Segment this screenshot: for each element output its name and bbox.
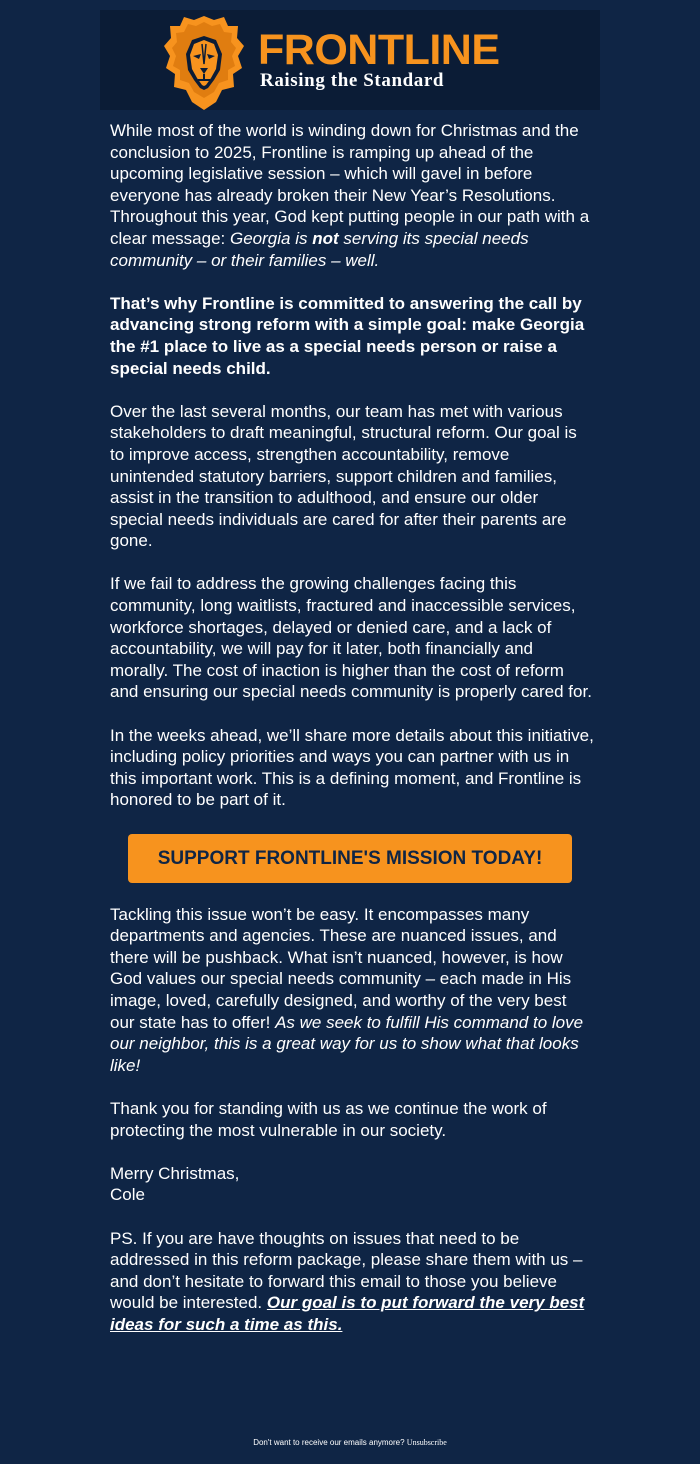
paragraph-ps: PS. If you are have thoughts on issues that need to be addressed in this reform package, please share them with us – and don’t hesitate to forward this email to those you believe would be interested. Our goal is to put forward the very best ideas for such a time as this.: [110, 1228, 585, 1334]
paragraph-thanks: Thank you for standing with us as we continue the work of protecting the most vulnerable in our society.: [110, 1098, 547, 1140]
header-banner: [100, 10, 600, 110]
paragraph-challenges: If we fail to address the growing challenges facing this community, long waitlists, fractured and inaccessible services, workforce shortages, delayed or denied care, and a lack of accountability, we will pay for it later, both financially and morally. The cost of inaction is higher than the cost of reform and ensuring our special needs community is properly cared for.: [110, 574, 592, 702]
ps-goal-link[interactable]: Our goal is to put forward the very best ideas for such a time as this.: [110, 1293, 585, 1334]
support-mission-button[interactable]: SUPPORT FRONTLINE'S MISSION TODAY!: [128, 834, 572, 883]
cta-container: [110, 833, 594, 883]
paragraph-tackling: Tackling this issue won’t be easy. It encompasses many departments and agencies. These are nuanced issues, and there will be pushback. What isn’t nuanced, however, is how God values our special needs community – each made in His image, loved, carefully designed, and worthy of the very best our state has to offer! As we seek to fulfill His command to love our neighbor, this is a great way for us to show what that looks like!: [110, 904, 584, 1075]
signoff: Merry Christmas, Cole: [110, 1163, 240, 1205]
email-body: [110, 120, 594, 1357]
paragraph-stakeholders: Over the last several months, our team has met with various stakeholders to draft meaningful, structural reform. Our goal is to improve access, strengthen accountability, remove unintended statutory barriers, support children and families, assist in the transition to adulthood, and ensure our older special needs individuals are cared for after their parents are gone.: [110, 401, 577, 551]
paragraph-intro: While most of the world is winding down for Christmas and the conclusion to 2025, Frontline is ramping up ahead of the upcoming legislative session – which will gavel in before everyone has already broken their New Year’s Resolutions. Throughout this year, God kept putting people in our path with a clear message: Georgia is not serving its special needs community – or their families – well.: [110, 121, 590, 270]
unsubscribe-link[interactable]: Unsubscribe: [406, 1438, 447, 1447]
brand-tagline: Raising the Standard: [260, 70, 445, 91]
paragraph-commitment: That’s why Frontline is committed to answering the call by advancing strong reform with a simple goal: make Georgia the #1 place to live as a special needs person or raise a special needs child.: [110, 293, 585, 378]
paragraph-weeks-ahead: In the weeks ahead, we’ll share more details about this initiative, including policy priorities and ways you can partner with us in this important work. This is a defining moment, and Frontline is honored to be part of it.: [110, 725, 594, 810]
lion-logo-icon: [164, 14, 244, 110]
brand-name: FRONTLINE: [258, 26, 500, 74]
footer: Don't want to receive our emails anymore? Unsubscribe: [253, 1438, 447, 1447]
signature: Cole: [110, 1185, 145, 1205]
